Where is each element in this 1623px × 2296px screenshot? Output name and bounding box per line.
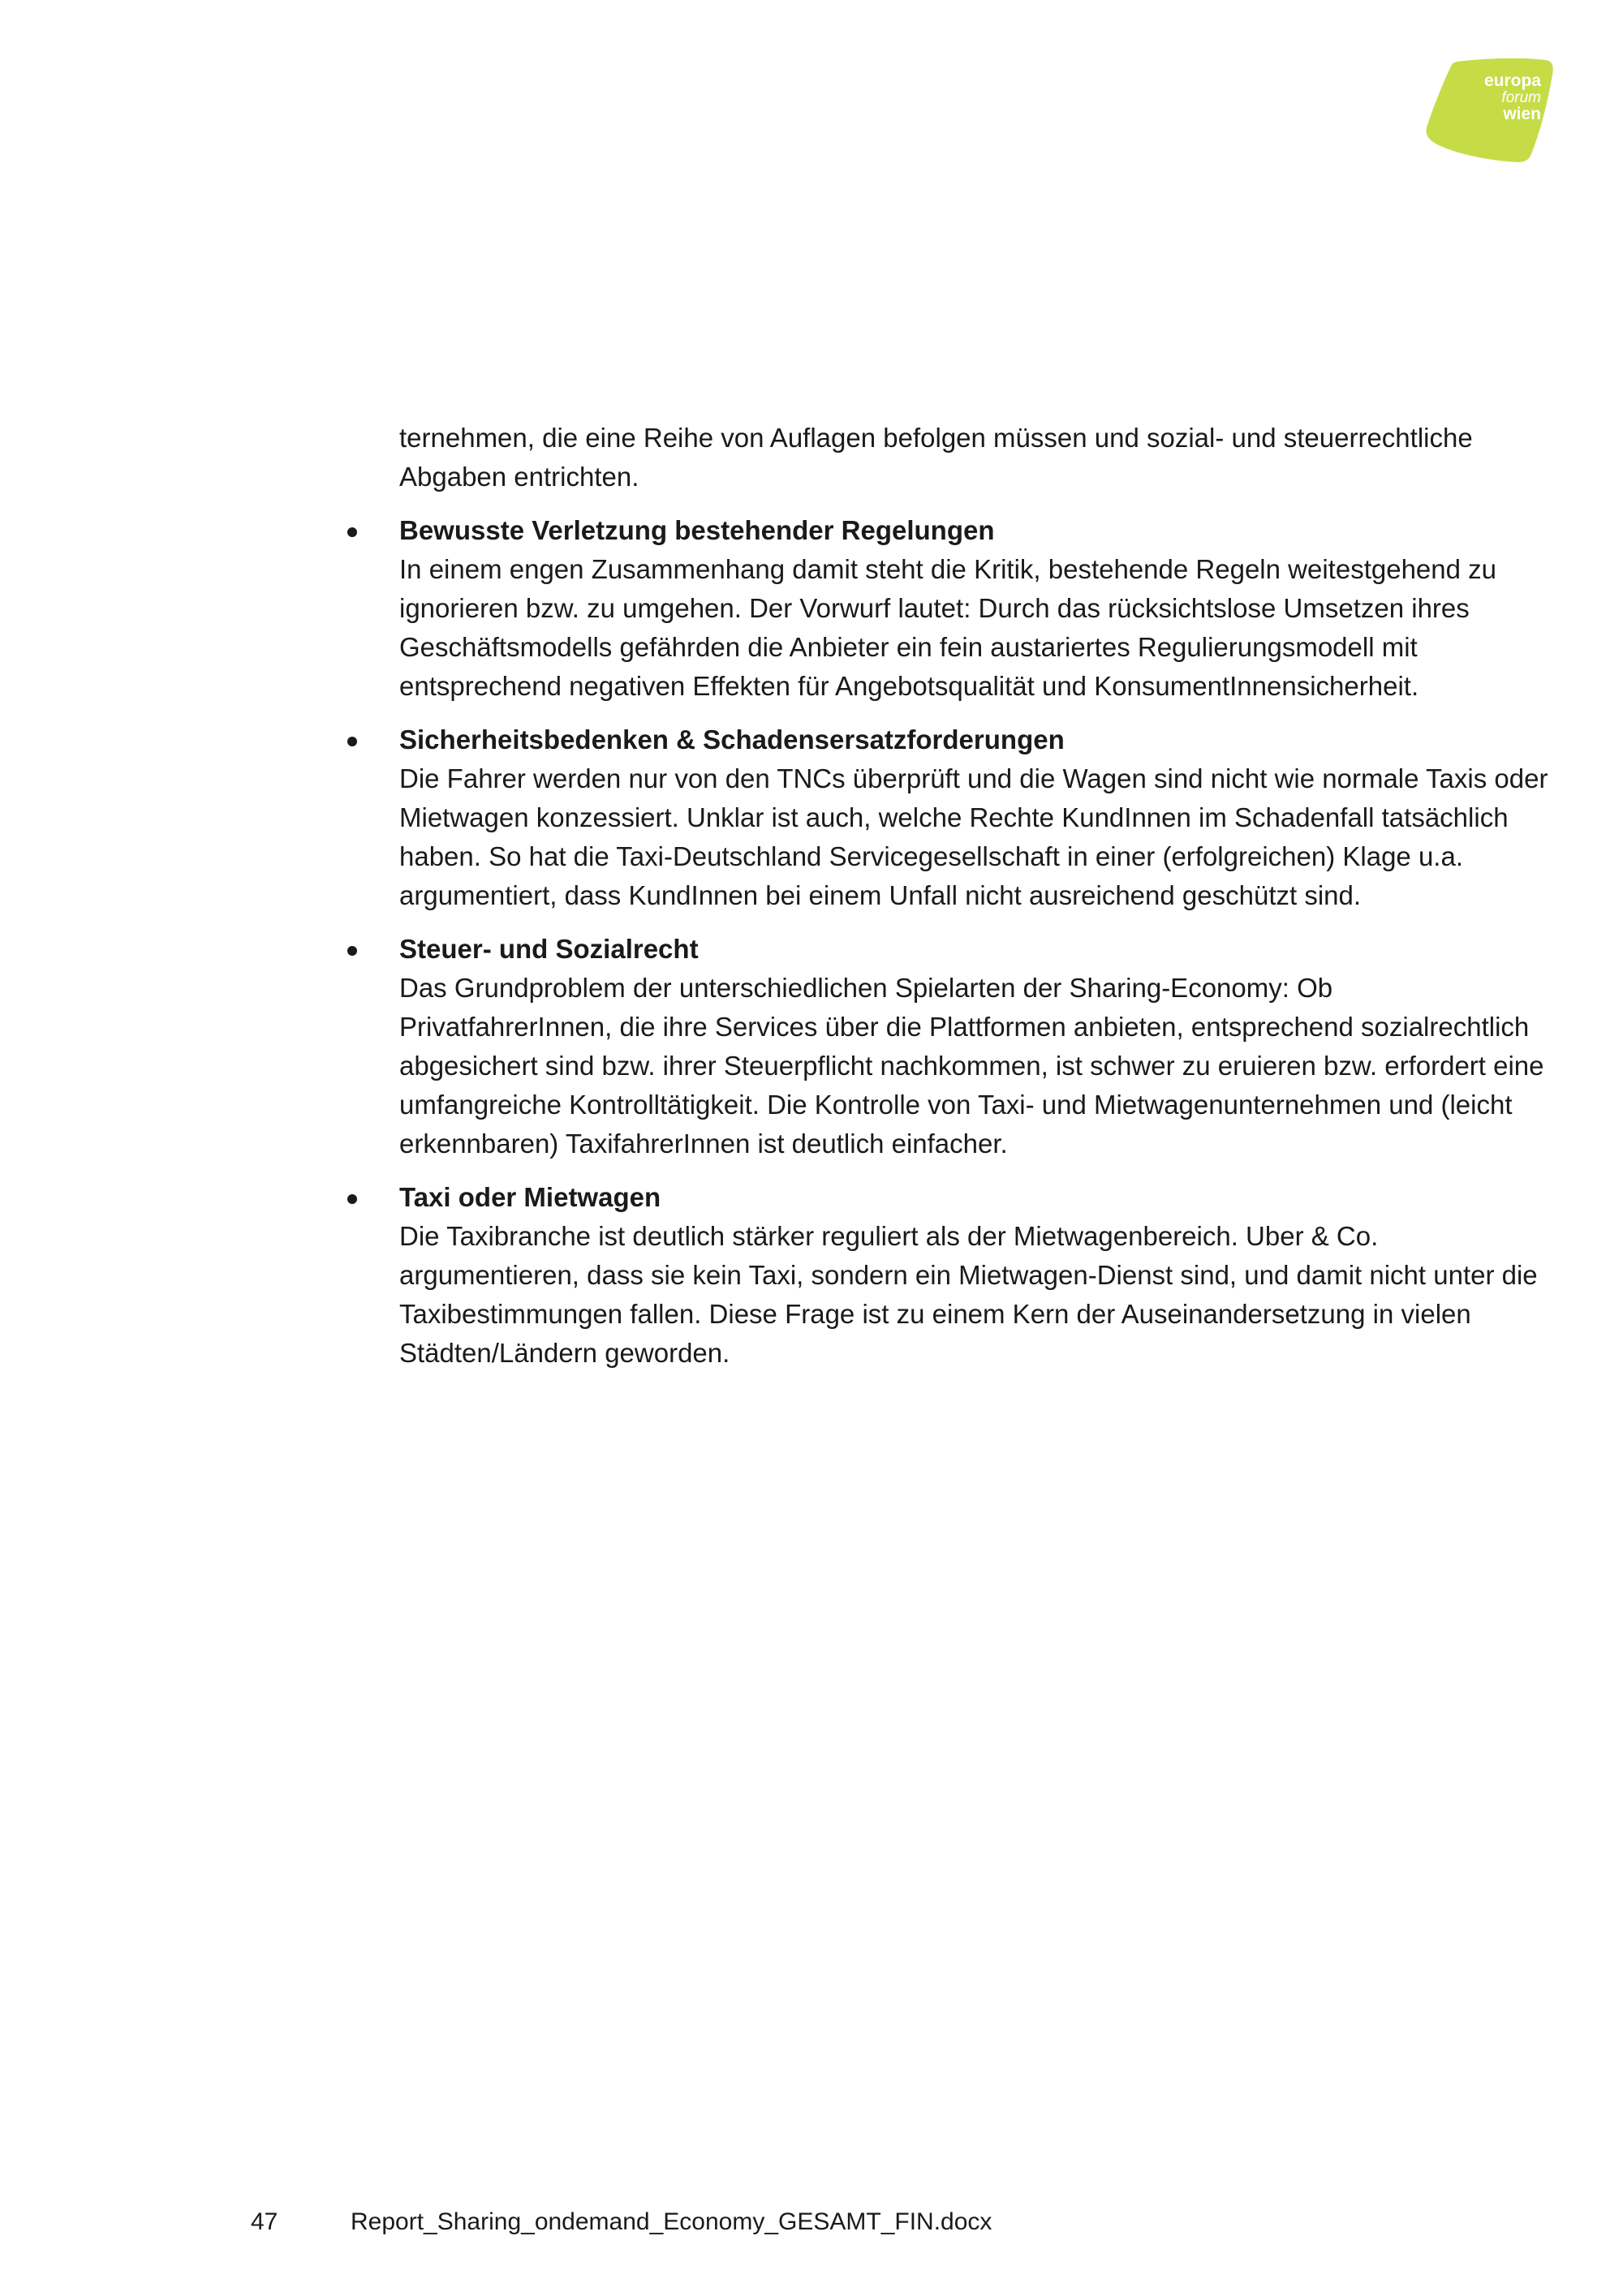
list-item: [331, 930, 1548, 1163]
bullet-body: Die Taxibranche ist deutlich stärker reguliert als der Mietwagenbereich. Uber & Co. argumentieren, dass sie kein Taxi, sondern ein Mietwagen-Dienst sind, und damit nicht unter die Taxibestimmungen fallen. Diese Frage ist zu einem Kern der Auseinandersetzung in vielen Städten/Ländern geworden.: [399, 1221, 1538, 1368]
list-item: [331, 1178, 1548, 1373]
bullet-title: Sicherheitsbedenken & Schadensersatzforderungen: [399, 724, 1065, 755]
bullet-point: [347, 527, 357, 537]
bullet-point: [347, 1194, 357, 1204]
bullet-point: [347, 946, 357, 956]
bullet-body: Die Fahrer werden nur von den TNCs überprüft und die Wagen sind nicht wie normale Taxis oder Mietwagen konzessiert. Unklar ist auch, welche Rechte KundInnen im Schadenfall tatsächlich haben. So hat die Taxi-Deutschland Servicegesellschaft in einer (erfolgreichen) Klage u.a. argumentiert, dass KundInnen bei einem Unfall nicht ausreichend geschützt sind.: [399, 763, 1548, 910]
logo-text-forum: forum: [1501, 89, 1541, 106]
logo-text-wien: wien: [1503, 105, 1541, 123]
bullet-point: [347, 737, 357, 746]
page-content: [331, 419, 1548, 1387]
intro-paragraph: ternehmen, die eine Reihe von Auflagen befolgen müssen und sozial- und steuerrechtliche Abgaben entrichten.: [399, 423, 1473, 492]
bullet-body: Das Grundproblem der unterschiedlichen Spielarten der Sharing-Economy: Ob PrivatfahrerInnen, die ihre Services über die Plattformen anbieten, entsprechend sozialrechtlich abgesichert sind bzw. ihrer Steuerpflicht nachkommen, ist schwer zu eruieren bzw. erfordert eine umfangreiche Kontrolltätigkeit. Die Kontrolle von Taxi- und Mietwagenunternehmen und (leicht erkennbaren) TaxifahrerInnen ist deutlich einfacher.: [399, 973, 1544, 1159]
europa-forum-wien-logo: [1424, 57, 1554, 164]
page-number: 47: [251, 2208, 278, 2235]
logo-text-europa: europa: [1483, 71, 1541, 90]
list-item: [331, 511, 1548, 706]
bullet-list: [331, 511, 1548, 1373]
bullet-title: Steuer- und Sozialrecht: [399, 934, 699, 964]
list-item: [331, 720, 1548, 915]
bullet-body: In einem engen Zusammenhang damit steht die Kritik, bestehende Regeln weitestgehend zu ignorieren bzw. zu umgehen. Der Vorwurf lautet: Durch das rücksichtslose Umsetzen ihres Geschäftsmodells gefährden die Anbieter ein fein austariertes Regulierungsmodell mit entsprechend negativen Effekten für Angebotsqualität und KonsumentInnensicherheit.: [399, 554, 1497, 701]
bullet-title: Bewusste Verletzung bestehender Regelungen: [399, 515, 995, 545]
bullet-title: Taxi oder Mietwagen: [399, 1182, 661, 1212]
footer-document-name: Report_Sharing_ondemand_Economy_GESAMT_FIN.docx: [351, 2208, 992, 2235]
